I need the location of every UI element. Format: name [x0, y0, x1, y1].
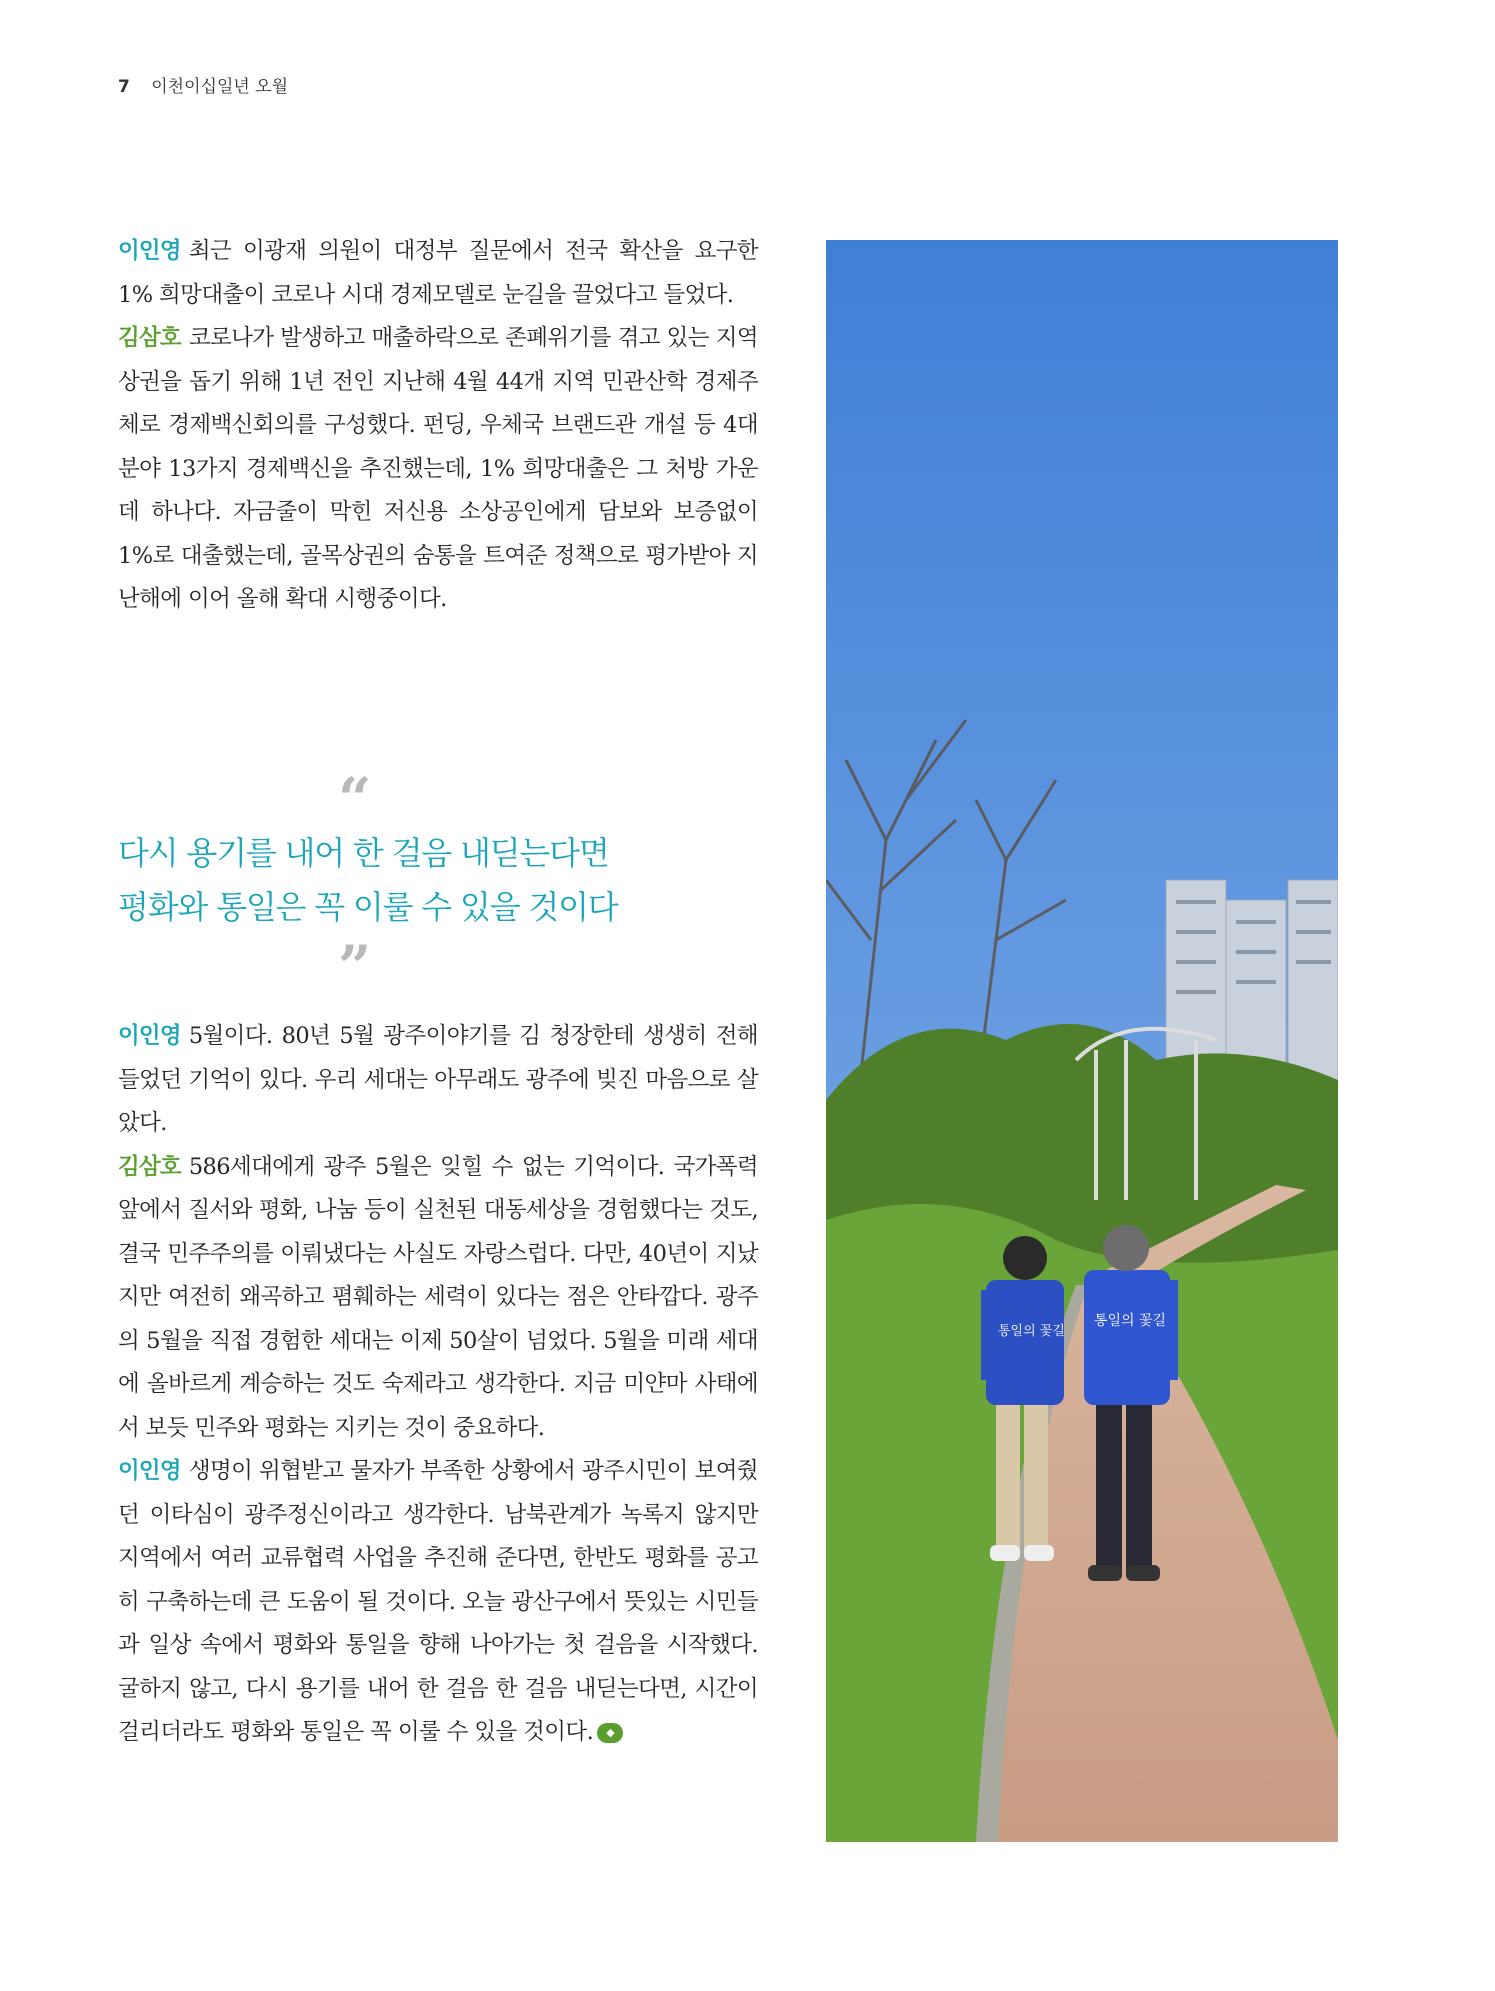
paragraph-text: 586세대에게 광주 5월은 잊힐 수 없는 기억이다. 국가폭력 앞에서 질서와 평화, 나눔 등이 실천된 대동세상을 경험했다는 것도, 결국 민주주의를 이뤄냈다는 사실도 자랑스럽다. 다만, 40년이 지났지만 여전히 왜곡하고 폄훼하는 세력이 있다는 점은 안타깝다. 광주의 5월을 직접 경험한 세대는 이제 50살이 넘었다. 5월을 미래 세대에 올바르게 계승하는 것도 숙제라고 생각한다. 지금 미얀마 사태에서 보듯 민주와 평화는 지키는 것이 중요하다. [118, 1153, 758, 1441]
park-walk-illustration [826, 240, 1338, 1842]
paragraph-text: 코로나가 발생하고 매출하락으로 존폐위기를 겪고 있는 지역상권을 돕기 위해 1년 전인 지난해 4월 44개 지역 민관산학 경제주체로 경제백신회의를 구성했다. 펀딩, 우체국 브랜드관 개설 등 4대 분야 13가지 경제백신을 추진했는데, 1% 희망대출은 그 처방 가운데 하나다. 자금줄이 막힌 저신용 소상공인에게 담보와 보증없이 1%로 대출했는데, 골목상권의 숨통을 트여준 정책으로 평가받아 지난해에 이어 올해 확대 시행중이다. [118, 325, 758, 612]
speaker-name: 김삼호 [118, 1153, 181, 1180]
interview-paragraph [118, 317, 758, 622]
interview-section-2 [118, 1015, 758, 1755]
article-photo [826, 240, 1338, 1842]
vest-text: 통일의 꽃길 [998, 1324, 1065, 1339]
speaker-name: 이인영 [118, 1023, 181, 1049]
issue-title: 이천이십일년 오월 [151, 77, 289, 97]
page-number: 7 [118, 77, 130, 97]
interview-paragraph [118, 1146, 758, 1451]
speaker-name: 김삼호 [118, 325, 181, 351]
pull-quote-line-2: 평화와 통일은 꼭 이룰 수 있을 것이다 [118, 888, 618, 926]
paragraph-text: 5월이다. 80년 5월 광주이야기를 김 청장한테 생생히 전해 들었던 기억이 있다. 우리 세대는 아무래도 광주에 빚진 마음으로 살았다. [118, 1023, 758, 1136]
page-header [118, 72, 288, 97]
paragraph-text: 최근 이광재 의원이 대정부 질문에서 전국 확산을 요구한 1% 희망대출이 코로나 시대 경제모델로 눈길을 끌었다고 들었다. [118, 238, 758, 308]
interview-paragraph [118, 1450, 758, 1755]
close-quote-mark: ” [338, 933, 372, 1001]
article-end-icon: ◆ [597, 1723, 623, 1743]
vest-text: 통일의 꽃길 [1094, 1313, 1167, 1329]
interview-paragraph [118, 1015, 758, 1146]
open-quote-mark: “ [338, 765, 372, 833]
paragraph-text: 생명이 위협받고 물자가 부족한 상황에서 광주시민이 보여줬던 이타심이 광주정신이라고 생각한다. 남북관계가 녹록지 않지만 지역에서 여러 교류협력 사업을 추진해 준다면, 한반도 평화를 공고히 구축하는데 큰 도움이 될 것이다. 오늘 광산구에서 뜻있는 시민들과 일상 속에서 평화와 통일을 향해 나아가는 첫 걸음을 시작했다. 굴하지 않고, 다시 용기를 내어 한 걸음 한 걸음 내딛는다면, 시간이 걸리더라도 평화와 통일은 꼭 이룰 수 있을 것이다. [118, 1458, 758, 1745]
pull-quote-line-1: 다시 용기를 내어 한 걸음 내딛는다면 [118, 834, 609, 872]
speaker-name: 이인영 [118, 238, 181, 264]
interview-paragraph [118, 230, 758, 317]
interview-section-1 [118, 230, 758, 622]
speaker-name: 이인영 [118, 1458, 181, 1484]
